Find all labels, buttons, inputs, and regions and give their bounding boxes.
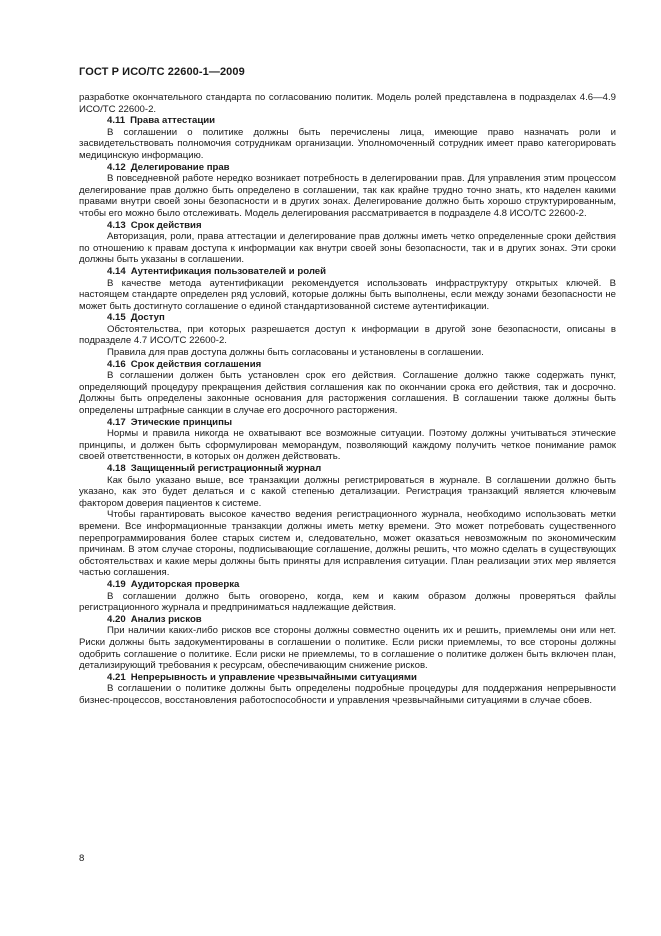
section-number: 4.15: [107, 312, 126, 324]
section-paragraph: Обстоятельства, при которых разрешается доступ к информации в другой зоне безопасности, описаны в подразделе 4.7 ИСО/ТС 22600-2.: [79, 323, 616, 347]
section-paragraph: При наличии каких-либо рисков все стороны должны совместно оценить их и решить, приемлемы они или нет. Риски должны быть задокументированы в соглашении о политике. Если риски приемлемы, то все стороны должны одобрить соглашение о политике. Если риски не приемлемы, то в соглашение о политике должен быть включен план, детализирующий требования к ресурсам, обеспечивающим снижение рисков.: [79, 625, 616, 672]
section-heading: [79, 579, 616, 591]
intro-paragraph: разработке окончательного стандарта по согласованию политик. Модель ролей представлена в подразделах 4.6—4.9 ИСО/ТС 22600-2.: [79, 92, 616, 115]
section-paragraph: В соглашении о политике должны быть перечислены лица, имеющие право назначать роли и засвидетельствовать полномочия сотрудникам организации. Уполномоченный сотрудник имеет право категорировать медицинскую информацию.: [79, 126, 616, 161]
section-title: Этические принципы: [130, 416, 233, 428]
section-title: Доступ: [130, 312, 165, 324]
section-paragraph: В качестве метода аутентификации рекомендуется использовать инфраструктуру открытых ключей. В настоящем стандарте определен ряд условий, которые должны быть выполнены, если между зонами безопасности не может быть достигнуто соглашение о единой стандартизованной системе аутентификации.: [79, 277, 616, 312]
document-header: ГОСТ Р ИСО/ТС 22600-1—2009: [79, 66, 245, 78]
section-number: 4.17: [107, 416, 126, 428]
section-title: Права аттестации: [130, 115, 216, 127]
section-title: Делегирование прав: [130, 161, 230, 173]
section-title: Срок действия соглашения: [130, 358, 262, 370]
section-paragraph: В соглашении должно быть оговорено, когда, кем и каким образом должны проверяться файлы регистрационного журнала и предприниматься надлежащие действия.: [79, 590, 616, 614]
section-heading: [79, 115, 616, 127]
section-paragraph: В соглашении о политике должны быть определены подробные процедуры для поддержания непрерывности бизнес-процессов, восстановления работоспособности и управления чрезвычайными ситуациями в случае сбоев.: [79, 683, 616, 706]
section-heading: [79, 359, 616, 371]
section-paragraph: Нормы и правила никогда не охватывают все возможные ситуации. Поэтому должны учитываться этические принципы, и должен быть сформулирован меморандум, позволяющий каждому получить четкое понимание рамок своей ответственности, в которых он должен действовать.: [79, 428, 616, 463]
page-number: 8: [79, 853, 85, 864]
section-heading: [79, 417, 616, 429]
section-number: 4.16: [107, 358, 126, 370]
section-number: 4.19: [107, 578, 126, 590]
section-number: 4.12: [107, 161, 126, 173]
section-number: 4.13: [107, 219, 126, 231]
section-heading: [79, 266, 616, 278]
section-heading: [79, 220, 616, 232]
section-title: Срок действия: [130, 219, 202, 231]
section-heading: [79, 162, 616, 174]
section-number: 4.21: [107, 671, 126, 683]
section-heading: [79, 672, 616, 684]
section-title: Анализ рисков: [130, 613, 202, 625]
section-heading: [79, 312, 616, 324]
section-paragraph: Как было указано выше, все транзакции должны регистрироваться в журнале. В соглашении должно быть указано, как это будет делаться и с какой степенью детализации. Регистрация транзакций является ключевым фактором доверия пациентов к системе.: [79, 474, 616, 509]
section-heading: [79, 463, 616, 475]
section-number: 4.18: [107, 463, 126, 474]
section-title: Аудиторская проверка: [130, 578, 240, 590]
section-paragraph: В соглашении должен быть установлен срок его действия. Соглашение должно также содержать пункт, определяющий процедуру прекращения действия соглашения как по окончании срока его действия, так и досрочно. Должны быть определены законные основания для расторжения соглашения. В соглашении также должны быть определены штрафные санкции в случае его досрочного расторжения.: [79, 370, 616, 417]
section-number: 4.20: [107, 613, 126, 625]
section-paragraph: Чтобы гарантировать высокое качество ведения регистрационного журнала, необходимо использовать метки времени. Все информационные транзакции должны иметь метку времени. Это может потребовать существенного перепрограммирования более старых систем и, следовательно, может оказаться невозможным по экономическим причинам. В этом случае стороны, подписывающие соглашение, должны решить, что можно сделать в существующих обстоятельствах и какие меры должны быть приняты для исправления ситуации. План реализации этих мер является частью соглашения.: [79, 509, 616, 579]
document-body: [79, 92, 616, 706]
section-number: 4.11: [107, 115, 126, 127]
section-heading: [79, 614, 616, 626]
section-paragraph: Авторизация, роли, права аттестации и делегирование прав должны иметь четко определенные сроки действия по отношению к правам доступа к информации как внутри своей зоны безопасности, так и в других зонах. Эти сроки должны быть указаны в соглашении.: [79, 231, 616, 266]
section-paragraph: В повседневной работе нередко возникает потребность в делегировании прав. Для управления этим процессом делегирование прав должно быть определено в соглашении, так как крайне трудно точно знать, кто наделен какими правами внутри своей зоны безопасности и в других зонах. Делегирование должно быть хорошо структурированным, чтобы его можно было отслеживать. Модель делегирования рассматривается в подразделе 4.8 ИСО/ТС 22600-2.: [79, 173, 616, 219]
section-number: 4.14: [107, 265, 126, 277]
section-title: Аутентификация пользователей и ролей: [130, 265, 327, 277]
section-title: Защищенный регистрационный журнал: [130, 463, 322, 474]
section-title: Непрерывность и управление чрезвычайными ситуациями: [130, 671, 417, 683]
section-paragraph: Правила для прав доступа должны быть согласованы и установлены в соглашении.: [107, 347, 484, 359]
